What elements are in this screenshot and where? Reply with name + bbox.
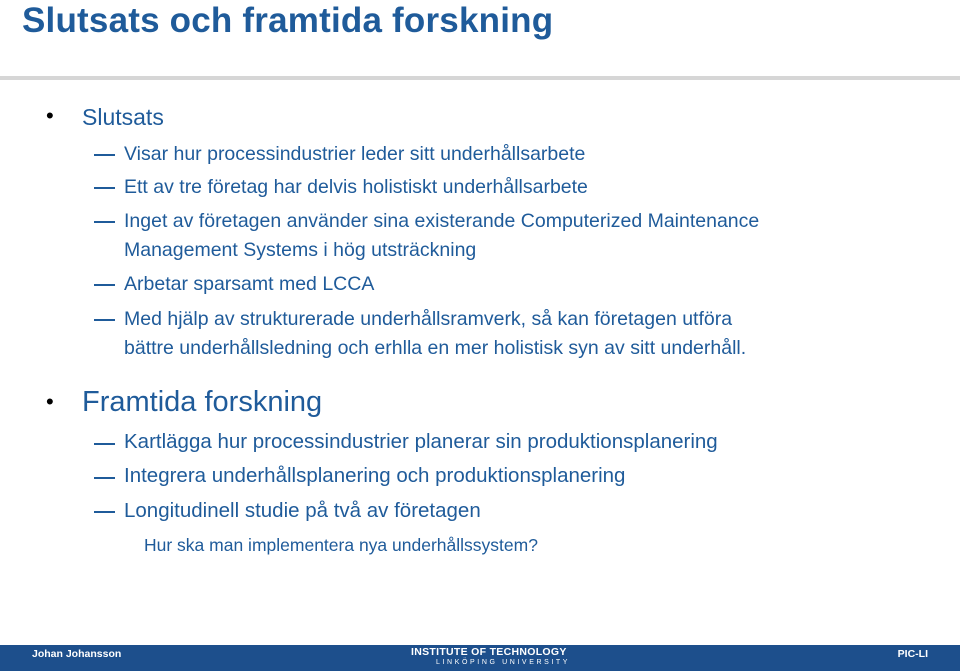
dash-icon: [94, 154, 115, 156]
logo-line-institute: INSTITUTE OF TECHNOLOGY: [411, 646, 567, 658]
dash-icon: [94, 319, 115, 321]
list-item: Visar hur processindustrier leder sitt underhållsarbete: [124, 143, 586, 165]
list-item: Longitudinell studie på två av företagen: [124, 499, 481, 522]
footer-code: PIC-LI: [897, 648, 928, 660]
list-item: Med hjälp av strukturerade underhållsramverk, så kan företagen utföra: [124, 308, 733, 330]
bullet-icon: •: [46, 389, 54, 414]
footer-author: Johan Johansson: [32, 648, 122, 660]
footer-band: [0, 645, 960, 671]
list-item-continuation: Management Systems i hög utsträckning: [124, 239, 477, 261]
list-item: Inget av företagen använder sina existerande Computerized Maintenance: [124, 210, 760, 232]
slide-title: Slutsats och framtida forskning: [22, 1, 554, 40]
bullet-icon: •: [46, 103, 54, 128]
section-title-slutsats: Slutsats: [82, 104, 164, 130]
list-item: Ett av tre företag har delvis holistiskt underhållsarbete: [124, 176, 588, 198]
dash-icon: [94, 187, 115, 189]
dash-icon: [94, 221, 115, 223]
dash-icon: [94, 511, 115, 513]
title-divider: [0, 76, 960, 80]
logo-line-university: LINKÖPING UNIVERSITY: [436, 659, 571, 666]
list-item: Kartlägga hur processindustrier planerar sin produktionsplanering: [124, 430, 718, 453]
list-item: Integrera underhållsplanering och produktionsplanering: [124, 464, 626, 487]
list-item-continuation: bättre underhållsledning och erhlla en mer holistisk syn av sitt underhåll.: [124, 337, 747, 359]
section-title-framtida-forskning: Framtida forskning: [82, 386, 323, 418]
list-item: Arbetar sparsamt med LCCA: [124, 273, 375, 295]
dash-icon: [94, 284, 115, 286]
dash-icon: [94, 443, 115, 445]
dash-icon: [94, 477, 115, 479]
sub-list-item: Hur ska man implementera nya underhållssystem?: [144, 535, 538, 555]
